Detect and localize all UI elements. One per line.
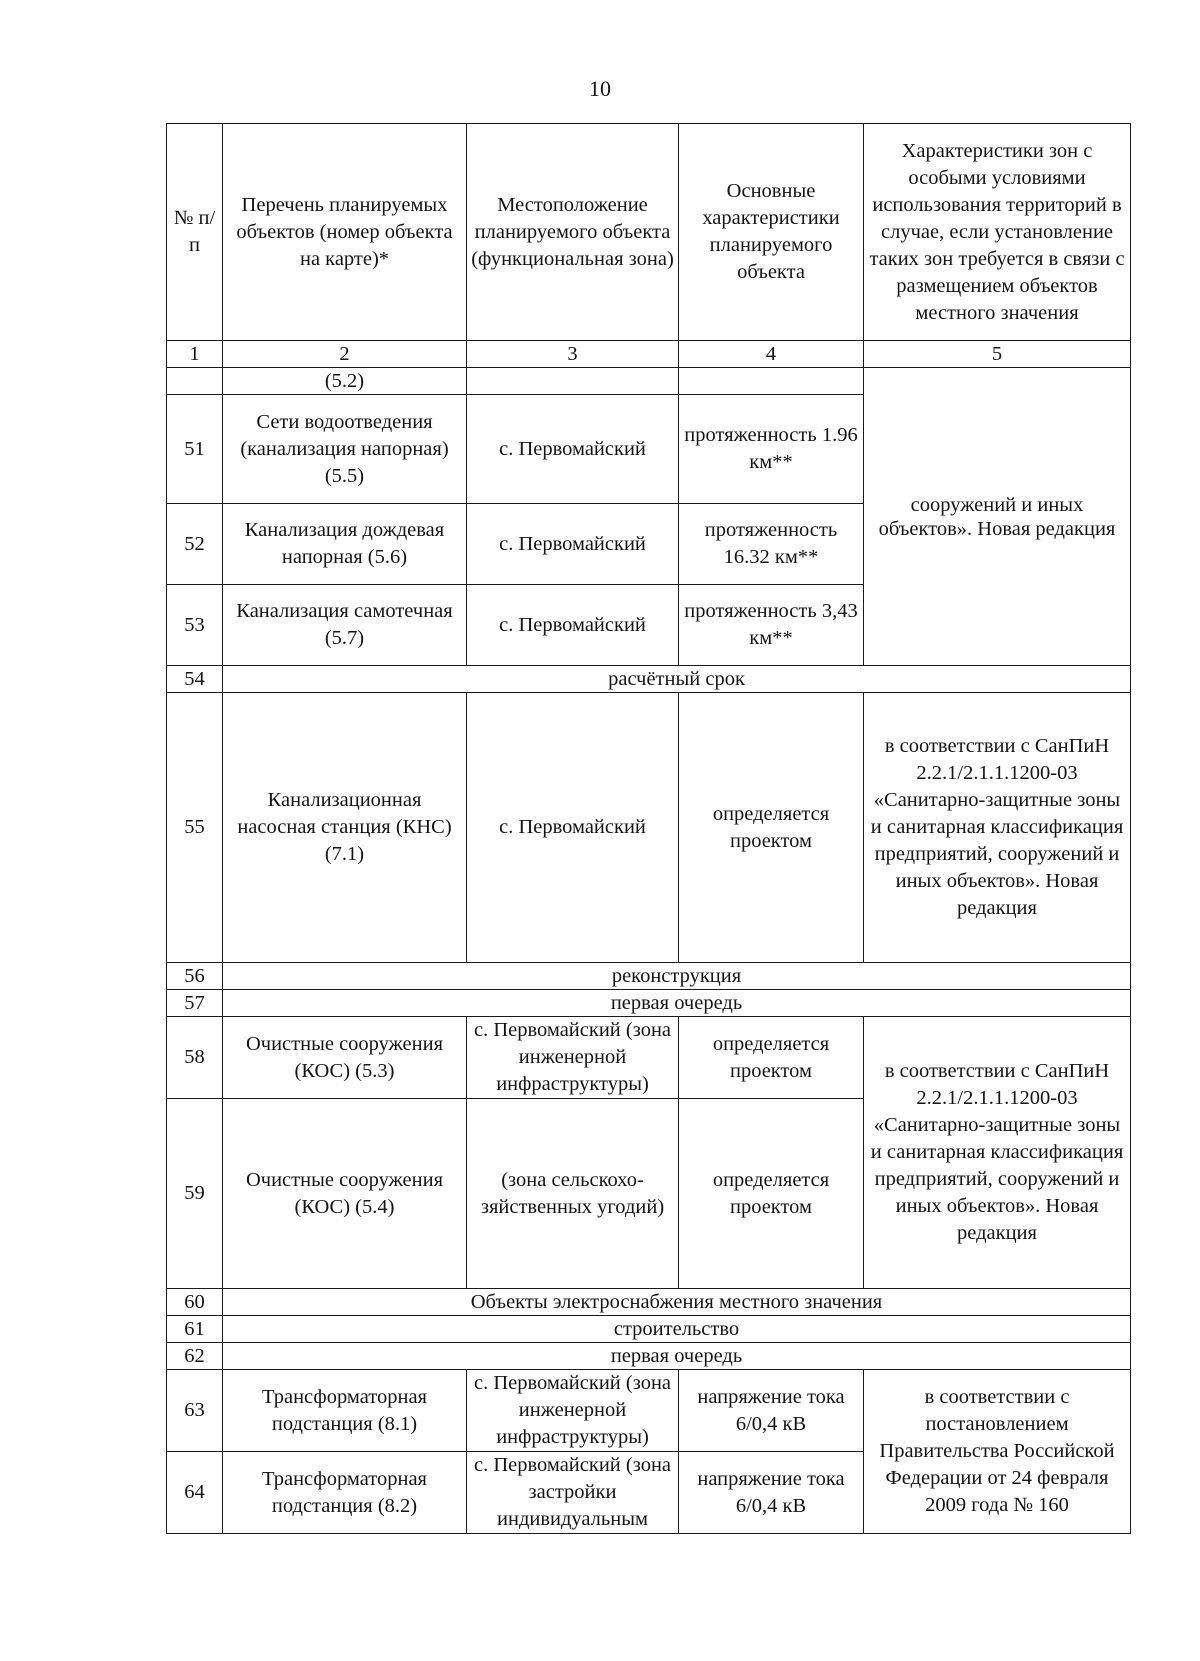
object-name: Очистные сооружения (КОС) (5.4) <box>223 1099 467 1289</box>
zone-characteristics: в соответствии с постановлением Правительства Российской Федерации от 24 февраля 2009 года № 160 <box>864 1370 1131 1534</box>
object-location: (зона сельскохо-зяйственных угодий) <box>467 1099 679 1289</box>
column-number: 4 <box>679 341 864 368</box>
section-row <box>167 1343 1131 1370</box>
object-location: с. Первомайский (зона инженерной инфраструктуры) <box>467 1017 679 1099</box>
object-location: с. Первомайский (зона инженерной инфраструктуры) <box>467 1370 679 1452</box>
column-number: 3 <box>467 341 679 368</box>
object-characteristics <box>679 368 864 395</box>
object-name: Трансформаторная подстанция (8.2) <box>223 1452 467 1534</box>
object-location: с. Первомайский (зона застройки индивидуальным <box>467 1452 679 1534</box>
planned-objects-table <box>166 123 1131 1534</box>
table-row <box>167 693 1131 963</box>
zone-characteristics: в соответствии с СанПиН 2.2.1/2.1.1.1200-03 «Санитарно-защитные зоны и санитарная классификация предприятий, сооружений и иных объектов». Новая редакция <box>864 693 1131 963</box>
object-characteristics: протяженность 16.32 км** <box>679 504 864 585</box>
table-row <box>167 1017 1131 1099</box>
section-row <box>167 990 1131 1017</box>
section-row <box>167 666 1131 693</box>
row-number: 57 <box>167 990 223 1017</box>
section-row <box>167 963 1131 990</box>
object-name: Канализация самотечная (5.7) <box>223 585 467 666</box>
object-name: Очистные сооружения (КОС) (5.3) <box>223 1017 467 1099</box>
header-objects-list: Перечень планируемых объектов (номер объекта на карте)* <box>223 124 467 341</box>
object-characteristics: напряжение тока 6/0,4 кВ <box>679 1452 864 1534</box>
row-number: 62 <box>167 1343 223 1370</box>
row-number: 61 <box>167 1316 223 1343</box>
row-number: 64 <box>167 1452 223 1534</box>
header-characteristics: Основные характеристики планируемого объекта <box>679 124 864 341</box>
column-numbers-row <box>167 341 1131 368</box>
table-row <box>167 1370 1131 1452</box>
object-characteristics: определяется проектом <box>679 1099 864 1289</box>
section-title: расчётный срок <box>223 666 1131 693</box>
object-name: Трансформаторная подстанция (8.1) <box>223 1370 467 1452</box>
header-number: № п/п <box>167 124 223 341</box>
object-name: (5.2) <box>223 368 467 395</box>
section-title: Объекты электроснабжения местного значения <box>223 1289 1131 1316</box>
row-number: 53 <box>167 585 223 666</box>
header-zone-characteristics: Характеристики зон с особыми условиями использования территорий в случае, если установление таких зон требуется в связи с размещением объектов местного значения <box>864 124 1131 341</box>
column-number: 2 <box>223 341 467 368</box>
row-number: 63 <box>167 1370 223 1452</box>
section-title: первая очередь <box>223 990 1131 1017</box>
row-number: 54 <box>167 666 223 693</box>
row-number: 56 <box>167 963 223 990</box>
object-name: Сети водоотведения (канализация напорная) (5.5) <box>223 395 467 504</box>
object-characteristics: определяется проектом <box>679 1017 864 1099</box>
row-number: 60 <box>167 1289 223 1316</box>
row-number: 52 <box>167 504 223 585</box>
object-location: с. Первомайский <box>467 395 679 504</box>
object-location <box>467 368 679 395</box>
object-characteristics: напряжение тока 6/0,4 кВ <box>679 1370 864 1452</box>
table-header-row <box>167 124 1131 341</box>
column-number: 5 <box>864 341 1131 368</box>
header-location: Местоположение планируемого объекта (функциональная зона) <box>467 124 679 341</box>
object-characteristics: протяженность 1.96 км** <box>679 395 864 504</box>
row-number: 55 <box>167 693 223 963</box>
object-location: с. Первомайский <box>467 585 679 666</box>
object-name: Канализация дождевая напорная (5.6) <box>223 504 467 585</box>
section-title: реконструкция <box>223 963 1131 990</box>
object-location: с. Первомайский <box>467 693 679 963</box>
section-title: первая очередь <box>223 1343 1131 1370</box>
row-number <box>167 368 223 395</box>
row-number: 59 <box>167 1099 223 1289</box>
zone-characteristics: в соответствии с СанПиН 2.2.1/2.1.1.1200-03 «Санитарно-защитные зоны и санитарная классификация предприятий, сооружений и иных объектов». Новая редакция <box>864 1017 1131 1289</box>
section-title: строительство <box>223 1316 1131 1343</box>
section-row <box>167 1316 1131 1343</box>
object-characteristics: определяется проектом <box>679 693 864 963</box>
column-number: 1 <box>167 341 223 368</box>
page-number: 10 <box>589 76 611 101</box>
zone-characteristics-continuation: сооружений и иных объектов». Новая редакция <box>864 368 1131 666</box>
table-row <box>167 368 1131 395</box>
object-location: с. Первомайский <box>467 504 679 585</box>
object-characteristics: протяженность 3,43 км** <box>679 585 864 666</box>
row-number: 51 <box>167 395 223 504</box>
object-name: Канализационная насосная станция (КНС) (7.1) <box>223 693 467 963</box>
section-row <box>167 1289 1131 1316</box>
row-number: 58 <box>167 1017 223 1099</box>
